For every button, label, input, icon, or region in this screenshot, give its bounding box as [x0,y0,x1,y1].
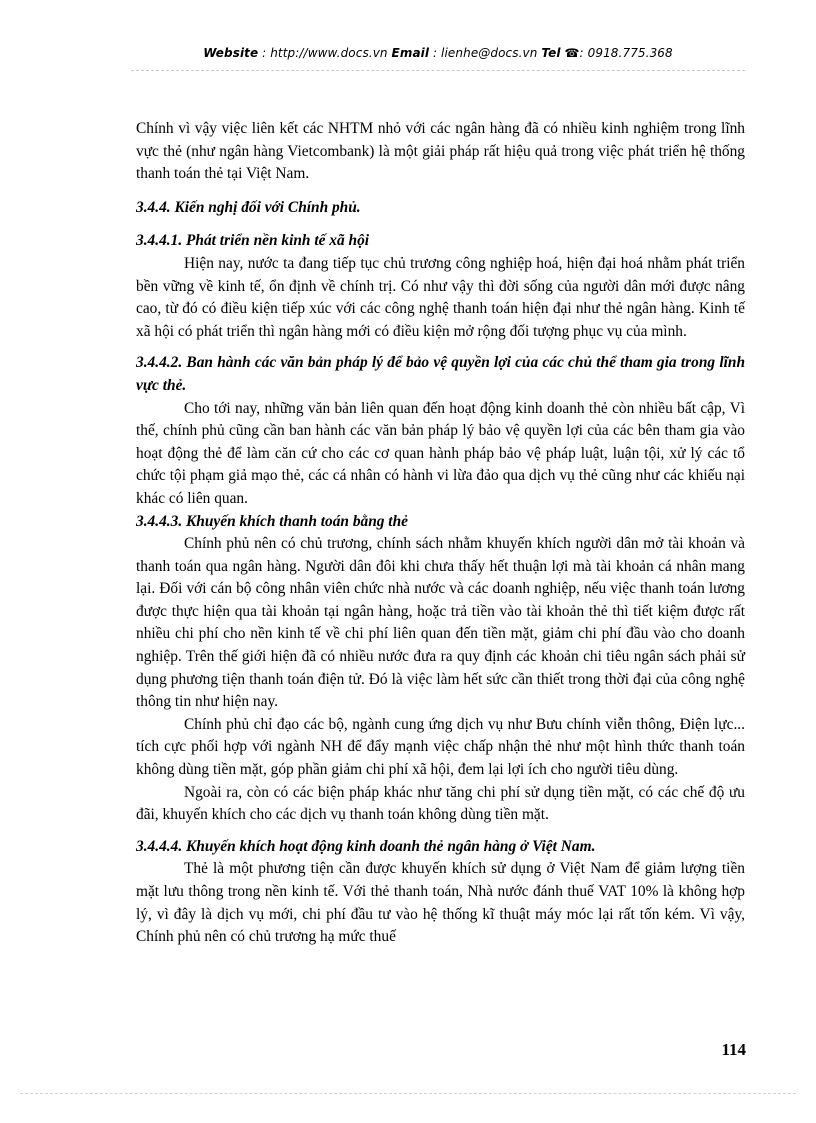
heading-3-4-4-1: 3.4.4.1. Phát triển nền kinh tế xã hội [136,232,370,250]
website-value: : http://www.docs.vn [262,46,388,60]
header-divider [131,70,745,71]
page-number: 114 [721,1040,746,1059]
paragraph-3-4-4-3-b: Chính phủ chỉ đạo các bộ, ngành cung ứng dịch vụ như Bưu chính viễn thông, Điện lực... tích cực phối hợp với ngành NH để đẩy mạnh việc chấp nhận thẻ như một hình thức thanh toán không dùng tiền mặt, góp phần giảm chi phí xã hội, đem lại lợi ích cho người tiêu dùng. [136,715,745,779]
email-value: : lienhe@docs.vn [433,46,538,60]
heading-3-4-4-3: 3.4.4.3. Khuyến khích thanh toán bằng thẻ [136,512,408,530]
phone-icon: ☎ [564,46,580,60]
heading-3-4-4-4: 3.4.4.4. Khuyến khích hoạt động kinh doanh thẻ ngân hàng ở Việt Nam. [136,837,596,855]
paragraph-3-4-4-1: Hiện nay, nước ta đang tiếp tục chủ trương công nghiệp hoá, hiện đại hoá nhằm phát triển bền vững về kinh tế, ổn định về chính trị. Có như vậy thì đời sống của người dân mới được nâng cao, từ đó có điều kiện tiếp xúc với các công nghệ thanh toán hiện đại như thẻ ngân hàng. Kinh tế xã hội có phát triển thì ngân hàng mới có điều kiện mở rộng đối tượng phục vụ của mình. [136,254,745,340]
page-header [131,46,745,60]
page-body [136,118,745,949]
footer-divider [20,1093,796,1094]
paragraph-intro: Chính vì vậy việc liên kết các NHTM nhỏ với các ngân hàng đã có nhiều kinh nghiệm trong lĩnh vực thẻ (như ngân hàng Vietcombank) là một giải pháp rất hiệu quả trong việc phát triển hệ thống thanh toán thẻ tại Việt Nam. [136,120,745,183]
heading-3-4-4: 3.4.4. Kiến nghị đối với Chính phủ. [136,198,361,216]
email-label: Email [391,46,430,60]
paragraph-3-4-4-3-a: Chính phủ nên có chủ trương, chính sách nhằm khuyến khích người dân mở tài khoản và thanh toán qua ngân hàng. Người dân đôi khi chưa thấy hết thuận lợi mà tài khoản cá nhân mang lại. Đối với cán bộ công nhân viên chức nhà nước và các doanh nghiệp, nếu việc thanh toán lương được thực hiện qua tài khoản tại ngân hàng, hoặc trả tiền vào tài khoản thẻ thì tiết kiệm được rất nhiều chi phí cho nền kinh tế về chi phí liên quan đến tiền mặt, giảm chi phí đầu vào cho doanh nghiệp. Trên thế giới hiện đã có nhiều nước đưa ra quy định các khoản chi tiêu ngân sách phải sử dụng phương tiện thanh toán điện tử. Đó là việc làm hết sức cần thiết trong thời đại của công nghệ thông tin như hiện nay. [136,535,745,711]
website-label: Website [203,46,259,60]
heading-3-4-4-2: 3.4.4.2. Ban hành các văn bản pháp lý để bảo vệ quyền lợi của các chủ thể tham gia trong lĩnh vực thẻ. [136,354,745,394]
paragraph-3-4-4-2: Cho tới nay, những văn bản liên quan đến hoạt động kinh doanh thẻ còn nhiều bất cập, Vì thế, chính phủ cũng cần ban hành các văn bản pháp lý bảo vệ quyền lợi của các bên tham gia vào hoạt động thẻ để làm căn cứ cho các cơ quan hành pháp bảo vệ pháp luật, luận tội, xử lý các tổ chức tội phạm giả mạo thẻ, các cá nhân có hành vi lừa đảo qua dịch vụ thẻ cũng như các khiếu nại khác có liên quan. [136,399,745,507]
paragraph-3-4-4-3-c: Ngoài ra, còn có các biện pháp khác như tăng chi phí sử dụng tiền mặt, có các chế độ ưu đãi, khuyến khích cho các dịch vụ thanh toán không dùng tiền mặt. [136,783,745,824]
paragraph-3-4-4-4: Thẻ là một phương tiện cần được khuyến khích sử dụng ở Việt Nam để giảm lượng tiền mặt lưu thông trong nền kinh tế. Với thẻ thanh toán, Nhà nước đánh thuế VAT 10% là không hợp lý, vì đây là dịch vụ mới, chi phí đầu tư vào hệ thống kĩ thuật máy móc lại rất tốn kém. Vì vậy, Chính phủ nên có chủ trương hạ mức thuế [136,860,745,946]
tel-value: : 0918.775.368 [579,46,673,60]
tel-label: Tel [541,46,561,60]
